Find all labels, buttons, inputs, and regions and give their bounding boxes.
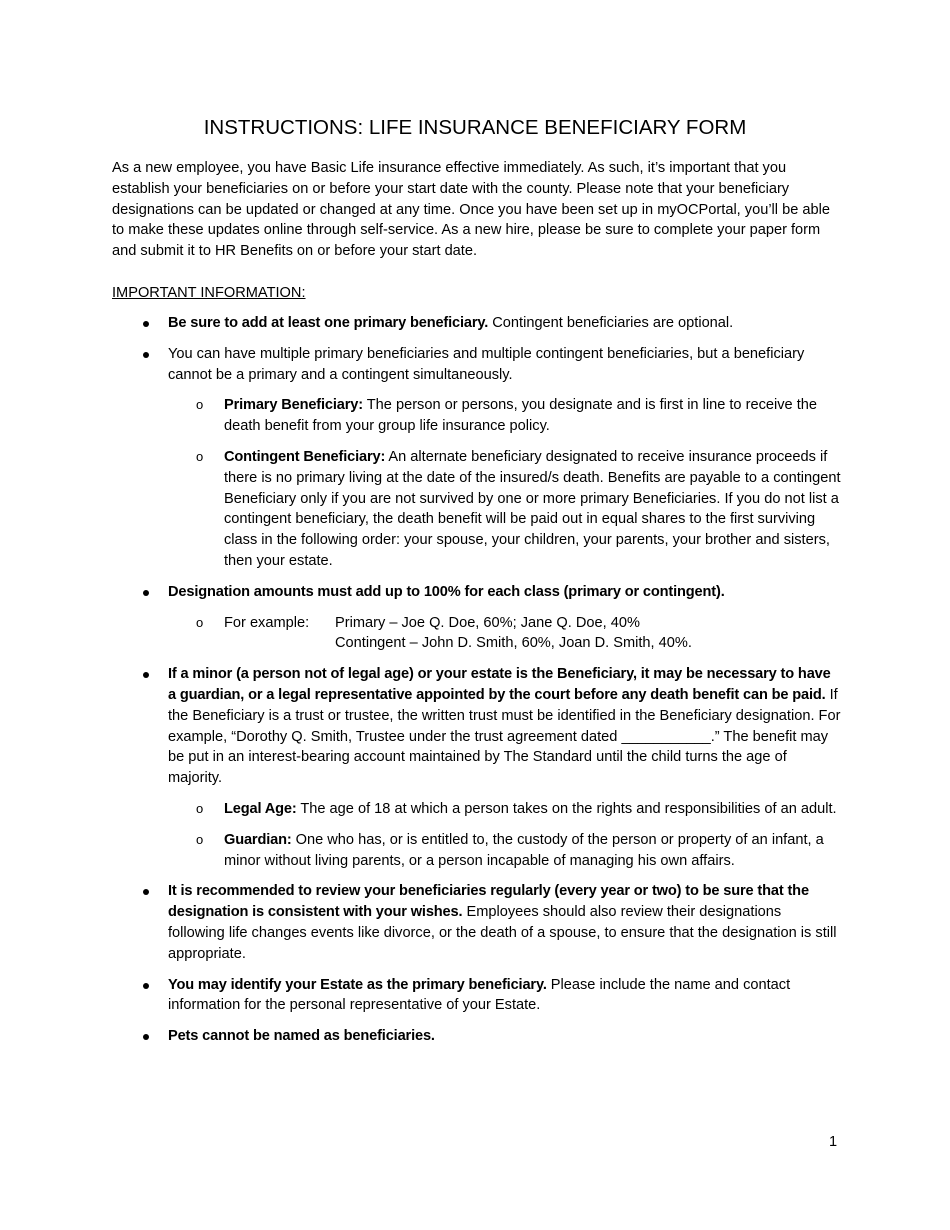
bullet-icon — [143, 352, 149, 358]
important-information-heading: IMPORTANT INFORMATION: — [112, 285, 306, 301]
list-item — [112, 1026, 842, 1047]
bullet-icon — [143, 590, 149, 596]
sub-list — [168, 799, 842, 871]
definition-term: Contingent Beneficiary: — [224, 448, 386, 465]
sub-list — [168, 613, 842, 655]
example-primary: Primary – Joe Q. Doe, 60%; Jane Q. Doe, 40% — [335, 614, 640, 631]
example-contingent: Contingent – John D. Smith, 60%, Joan D. Smith, 40%. — [335, 635, 692, 652]
bullet-text: If the Beneficiary is a trust or trustee, the written trust must be identified in the Beneficiary designation. For example, “Dorothy Q. Smith, Trustee under the trust agreement dated ___________.” The benefit may be put in an interest-bearing account maintained by The Standard until the child turns the age of majority. — [168, 686, 841, 787]
definition-text: An alternate beneficiary designated to receive insurance proceeds if there is no primary living at the date of the insured/s death. Benefits are payable to a contingent Beneficiary only if you are not survived by one or more primary Beneficiaries. If you do not list a contingent beneficiary, the death benefit will be paid out in equal shares to the first surviving class in the following order: your spouse, your children, your parents, your brother and sisters, then your estate. — [224, 448, 841, 569]
bullet-text: You can have multiple primary beneficiaries and multiple contingent beneficiaries, but a beneficiary cannot be a primary and a contingent simultaneously. — [168, 345, 805, 383]
bullet-icon — [143, 672, 149, 678]
list-item — [112, 881, 842, 964]
list-item — [112, 975, 842, 1017]
sub-list — [168, 395, 842, 571]
list-item — [112, 344, 842, 572]
sub-list-item — [168, 830, 842, 872]
list-item — [112, 664, 842, 871]
intro-paragraph: As a new employee, you have Basic Life insurance effective immediately. As such, it’s important that you establish your beneficiaries on or before your start date with the county. Please note that your beneficiary designations can be updated or changed at any time. Once you have been set up in myOCPortal, you’ll be able to make these updates online through self-service. As a new hire, please be sure to complete your paper form and submit it to HR Benefits on or before your start date. — [112, 160, 830, 260]
bullet-bold-text: Be sure to add at least one primary beneficiary. — [168, 315, 489, 331]
circle-bullet-icon: o — [196, 397, 204, 413]
bullet-bold-text: You may identify your Estate as the primary beneficiary. — [168, 976, 547, 993]
page-number: 1 — [829, 1134, 838, 1150]
bullet-bold-text: It is recommended to review your beneficiaries regularly (every year or two) to be sure that the designation is consistent with your wishes. — [168, 883, 809, 921]
sub-list-item — [168, 447, 842, 572]
list-item — [112, 313, 842, 334]
sub-list-item — [168, 799, 842, 820]
bullet-bold-text: Designation amounts must add up to 100% for each class (primary or contingent). — [168, 583, 725, 600]
page-title: INSTRUCTIONS: LIFE INSURANCE BENEFICIARY FORM — [203, 116, 747, 139]
bullet-icon — [143, 321, 149, 327]
bullet-bold-text: If a minor (a person not of legal age) or your estate is the Beneficiary, it may be necessary to have a guardian, or a legal representative appointed by the court before any death benefit can be paid. — [168, 666, 831, 703]
definition-term: Legal Age: — [224, 800, 297, 817]
definition-text: One who has, or is entitled to, the custody of the person or property of an infant, a minor without living parents, or a person incapable of managing his own affairs. — [224, 831, 824, 869]
circle-bullet-icon: o — [196, 614, 204, 630]
example-item — [168, 613, 842, 655]
example-label: For example: — [224, 614, 310, 631]
important-information-list — [112, 313, 842, 1057]
bullet-text: Contingent beneficiaries are optional. — [488, 315, 734, 331]
bullet-text: Employees should also review their designations following life changes events like divorce, or the death of a spouse, to ensure that the designation is still appropriate. — [168, 904, 837, 962]
bullet-icon — [143, 983, 149, 989]
definition-text: The person or persons, you designate and is first in line to receive the death benefit from your group life insurance policy. — [224, 397, 817, 435]
circle-bullet-icon: o — [196, 800, 204, 816]
bullet-icon — [143, 1034, 149, 1040]
bullet-text: Please include the name and contact information for the personal representative of your Estate. — [168, 976, 791, 1014]
circle-bullet-icon: o — [196, 448, 204, 464]
bullet-bold-text: Pets cannot be named as beneficiaries. — [168, 1028, 435, 1045]
list-item — [112, 582, 842, 654]
bullet-icon — [143, 889, 149, 895]
circle-bullet-icon: o — [196, 831, 204, 847]
definition-term: Guardian: — [224, 831, 292, 848]
sub-list-item — [168, 395, 842, 437]
definition-term: Primary Beneficiary: — [224, 397, 363, 414]
definition-text: The age of 18 at which a person takes on the rights and responsibilities of an adult. — [296, 800, 837, 817]
